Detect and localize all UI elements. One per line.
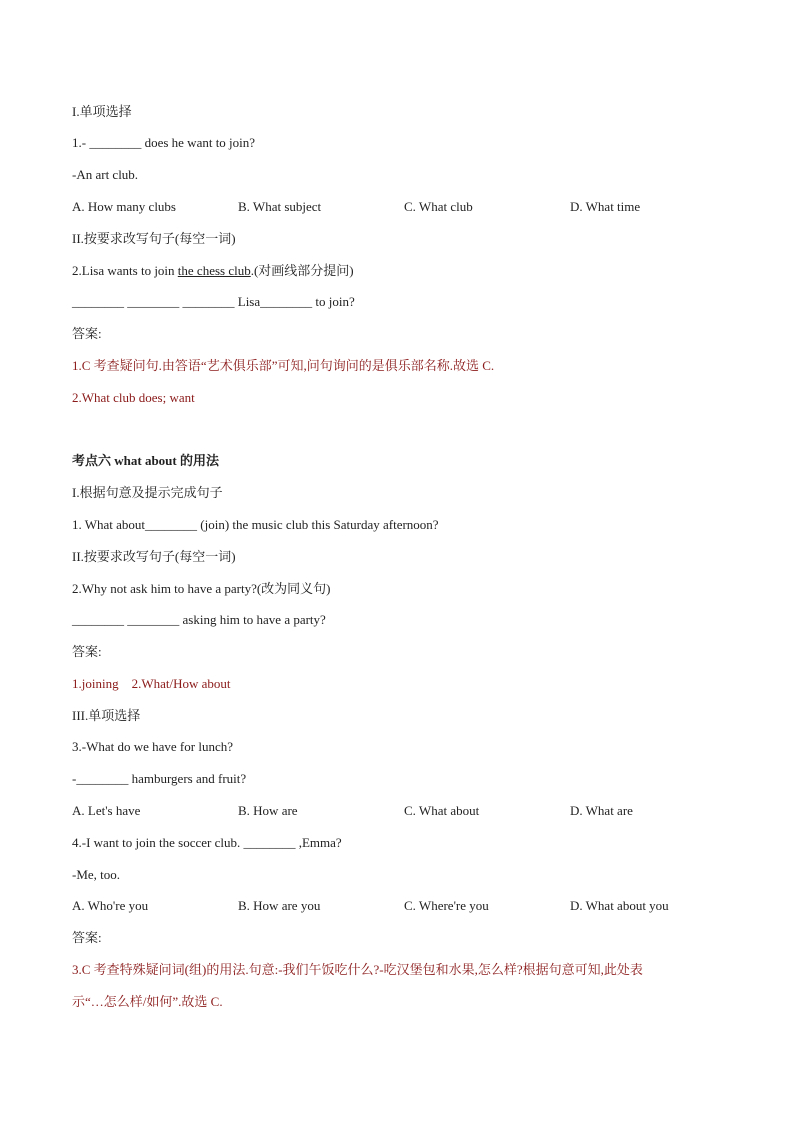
q4-option-c: C. Where're you (404, 898, 489, 913)
s6-question-1: 1. What about________ (join) the music club this Saturday afternoon? (72, 517, 439, 532)
answer-3-line-2: 示“…怎么样/如何”.故选 C. (72, 994, 223, 1009)
question-2 (72, 263, 354, 279)
s6-question-2: 2.Why not ask him to have a party?(改为同义句) (72, 581, 331, 596)
question-2-prefix: 2.Lisa wants to join (72, 263, 178, 278)
section-title: 考点六 what about 的用法 (72, 453, 219, 468)
q4-option-d: D. What about you (570, 898, 669, 913)
heading-complete: I.根据句意及提示完成句子 (72, 485, 223, 500)
question-1-reply: -An art club. (72, 167, 139, 182)
question-2-underlined: the chess club (177, 263, 251, 278)
q1-option-c: C. What club (404, 199, 473, 214)
answer-2: 2.What club does; want (72, 390, 195, 405)
s6-answer-label: 答案: (72, 644, 102, 659)
q4-option-b: B. How are you (238, 898, 321, 913)
s6-question-2-blanks: ________ ________ asking him to have a party? (72, 612, 326, 627)
answer-3-line-1: 3.C 考查特殊疑问词(组)的用法.句意:-我们午饭吃什么?-吃汉堡包和水果,怎么样?根据句意可知,此处表 (72, 962, 643, 977)
q1-option-b: B. What subject (238, 199, 322, 214)
s6-heading-single-choice: III.单项选择 (72, 708, 141, 723)
question-2-blanks: ________ ________ ________ Lisa________ to join? (72, 294, 355, 309)
q3-option-a: A. Let's have (72, 803, 141, 818)
answer-label: 答案: (72, 326, 102, 341)
q1-option-a: A. How many clubs (72, 199, 176, 214)
s6-question-3: 3.-What do we have for lunch? (72, 739, 233, 754)
q1-option-d: D. What time (570, 199, 641, 214)
s6-question-4: 4.-I want to join the soccer club. ________ ,Emma? (72, 835, 342, 850)
answer-1: 1.C 考查疑问句.由答语“艺术俱乐部”可知,问句询问的是俱乐部名称.故选 C. (72, 358, 495, 373)
q4-option-a: A. Who're you (72, 898, 149, 913)
heading-rewrite: II.按要求改写句子(每空一词) (72, 231, 236, 246)
s6-question-4-reply: -Me, too. (72, 867, 121, 882)
heading-single-choice: I.单项选择 (72, 104, 132, 119)
question-2-suffix: .(对画线部分提问) (250, 263, 354, 278)
s6-answers-1-2: 1.joining 2.What/How about (72, 676, 231, 691)
s6-heading-rewrite: II.按要求改写句子(每空一词) (72, 549, 236, 564)
s6-question-3-reply: -________ hamburgers and fruit? (72, 771, 247, 786)
q3-option-d: D. What are (570, 803, 633, 818)
q3-option-c: C. What about (404, 803, 480, 818)
question-1: 1.- ________ does he want to join? (72, 135, 256, 150)
s6-answer-label-2: 答案: (72, 930, 102, 945)
q3-option-b: B. How are (238, 803, 298, 818)
